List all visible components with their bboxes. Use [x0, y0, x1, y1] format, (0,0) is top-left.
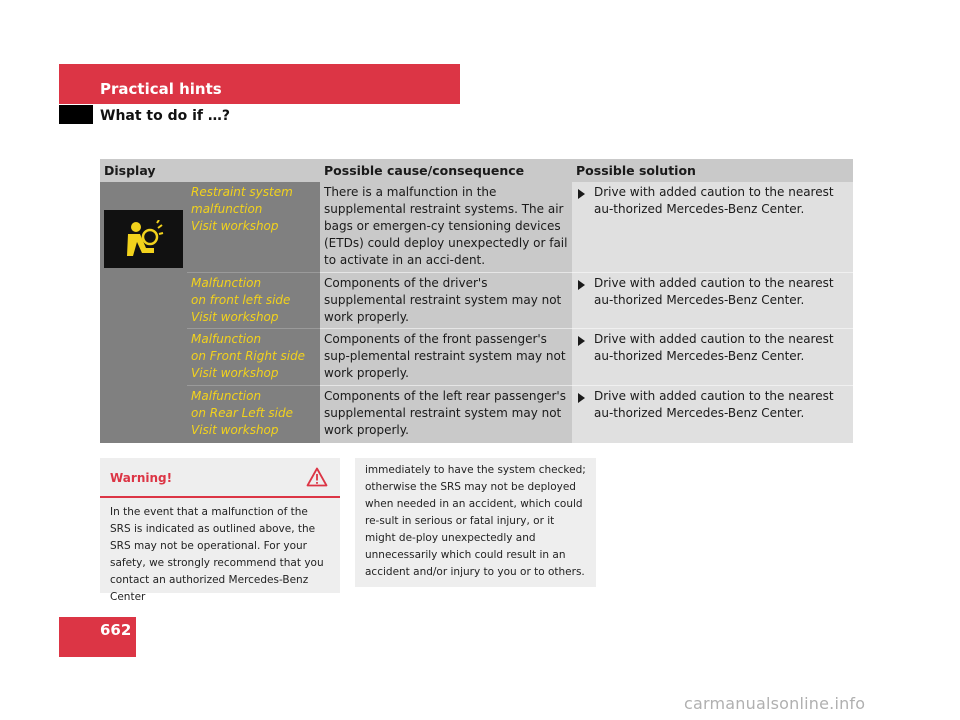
airbag-warning-icon [104, 210, 183, 268]
solution-cell: Drive with added caution to the nearest au-thorized Mercedes-Benz Center. [572, 386, 853, 443]
display-message: Malfunction on Rear Left side Visit workshop [191, 389, 293, 437]
warning-title: Warning! [110, 471, 173, 485]
warning-triangle-icon [306, 467, 328, 491]
warning-text: In the event that a malfunction of the SRS is indicated as outlined above, the SRS may not be operational. For your safety, we strongly recommend that you contact an authorized Mercedes-Benz Center [110, 506, 324, 603]
table-body [100, 182, 853, 443]
display-messages-table [100, 159, 853, 443]
column-header-display: Display [104, 163, 156, 178]
solution-cell: Drive with added caution to the nearest au-thorized Mercedes-Benz Center. [572, 273, 853, 329]
page-number: 662 [100, 621, 132, 639]
arrow-bullet-icon [578, 393, 585, 403]
table-header [100, 159, 853, 182]
cause-cell: Components of the driver's supplemental restraint system may not work properly. [320, 273, 572, 329]
column-header-cause: Possible cause/consequence [324, 163, 525, 178]
table-row [100, 329, 853, 386]
column-header-solution: Possible solution [576, 163, 696, 178]
watermark: carmanualsonline.info [684, 694, 866, 713]
section-subtitle: What to do if …? [100, 108, 231, 124]
display-message: Restraint system malfunction Visit workshop [187, 182, 320, 273]
warning-header [100, 458, 340, 498]
cause-cell: Components of the front passenger's sup-plemental restraint system may not work properly. [320, 329, 572, 386]
solution-cell: Drive with added caution to the nearest au-thorized Mercedes-Benz Center. [572, 182, 853, 273]
solution-cell: Drive with added caution to the nearest au-thorized Mercedes-Benz Center. [572, 329, 853, 386]
table-row [100, 386, 853, 443]
warning-box [100, 458, 340, 603]
section-title: Practical hints [100, 80, 222, 98]
arrow-bullet-icon [578, 336, 585, 346]
cause-cell: There is a malfunction in the supplemental restraint systems. The air bags or emergen-cy tensioning devices (ETDs) could deploy unexpectedly or fail to activate in an acci-dent. [320, 182, 572, 273]
cause-cell: Components of the left rear passenger's supplemental restraint system may not work properly. [320, 386, 572, 443]
table-row [100, 273, 853, 329]
arrow-bullet-icon [578, 280, 585, 290]
display-message: Malfunction on front left side Visit workshop [187, 273, 320, 329]
table-row [100, 182, 853, 273]
warning-continuation: immediately to have the system checked; otherwise the SRS may not be deployed when needed in an accident, which could re-sult in serious or fatal injury, or it might de-ploy unexpectedly and unnecessarily which could result in an accident and/or injury to you or to others. [355, 458, 596, 587]
arrow-bullet-icon [578, 189, 585, 199]
subheader-marker [59, 105, 93, 124]
display-message: Malfunction on Front Right side Visit workshop [187, 329, 320, 386]
